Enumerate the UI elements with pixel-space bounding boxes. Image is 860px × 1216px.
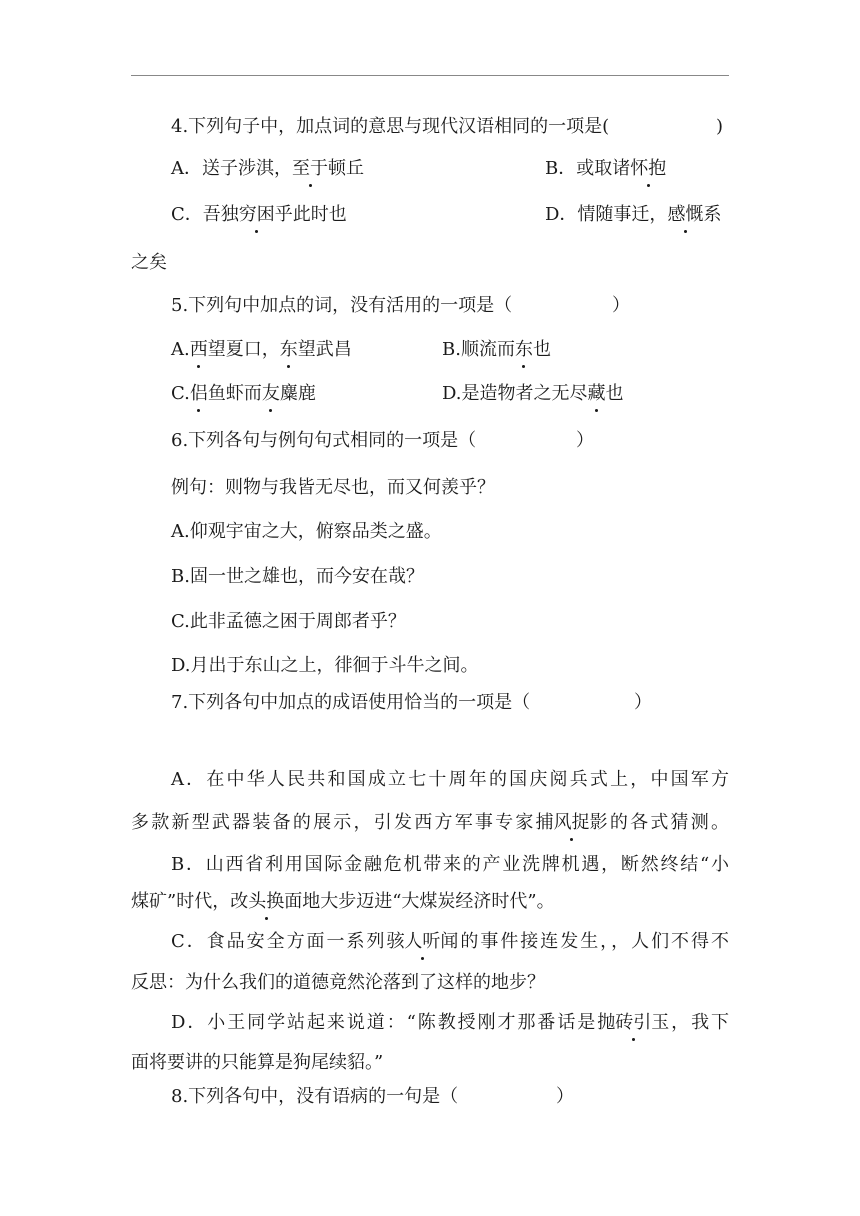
q5-option-b: B.顺流而东也 [442,339,551,360]
q7-paren-close: ） [634,692,652,713]
q7-stem: 7.下列各句中加点的成语使用恰当的一项是（ [171,692,531,713]
q4-option-d-continued: 之矣 [131,252,167,273]
q5-option-c: C.侣鱼虾而友麋鹿 [171,383,316,404]
q5-stem: 5.下列句中加点的词，没有活用的一项是（ [171,295,513,316]
q6-option-c: C.此非孟德之困于周郎者乎？ [171,611,406,632]
q7-option-a-line1: A．在中华人民共和国成立七十周年的国庆阅兵式上，中国军方 [171,769,729,790]
q8-stem: 8.下列各句中，没有语病的一句是（ [171,1086,459,1107]
q6-paren-close: ） [576,430,594,451]
q7-option-c-line1: C．食品安全方面一系列骇人听闻的事件接连发生，，人们不得不 [171,931,729,952]
q6-stem: 6.下列各句与例句句式相同的一项是（ [171,430,477,451]
q5-option-d: D.是造物者之无尽藏也 [442,383,624,404]
q4-paren-close: ) [716,116,724,137]
header-rule [131,75,729,76]
q7-option-b-line1: B．山西省利用国际金融危机带来的产业洗牌机遇，断然终结“小 [171,854,729,875]
q7-option-b-line2: 煤矿”时代，改头换面地大步迈进“大煤炭经济时代”。 [131,891,555,912]
q6-option-a: A.仰观宇宙之大，俯察品类之盛。 [171,521,442,542]
q5-paren-close: ） [612,295,630,316]
q4-option-b: B．或取诸怀抱 [545,158,667,179]
q7-option-c-line2: 反思：为什么我们的道德竟然沦落到了这样的地步？ [131,972,545,993]
q4-stem: 4.下列句子中，加点词的意思与现代汉语相同的一项是( [171,116,610,137]
q6-option-b: B.固一世之雄也，而今安在哉？ [171,566,424,587]
q4-option-c: C．吾独穷困乎此时也 [171,204,347,225]
q7-option-d-line1: D．小王同学站起来说道：“陈教授刚才那番话是抛砖引玉，我下 [171,1012,730,1033]
q7-option-a-line2: 多款新型武器装备的展示，引发西方军事专家捕风捉影的各式猜测。 [131,812,730,833]
q5-option-a: A.西望夏口，东望武昌 [171,339,352,360]
q8-paren-close: ） [556,1086,574,1107]
q4-option-a: A．送子涉淇，至于顿丘 [171,158,364,179]
q6-option-d: D.月出于东山之上，徘徊于斗牛之间。 [171,655,479,676]
q7-option-d-line2: 面将要讲的只能算是狗尾续貂。” [131,1052,384,1073]
q4-option-d: D．情随事迁，感慨系 [545,204,722,225]
q6-example: 例句：则物与我皆无尽也，而又何羡乎？ [171,477,495,498]
